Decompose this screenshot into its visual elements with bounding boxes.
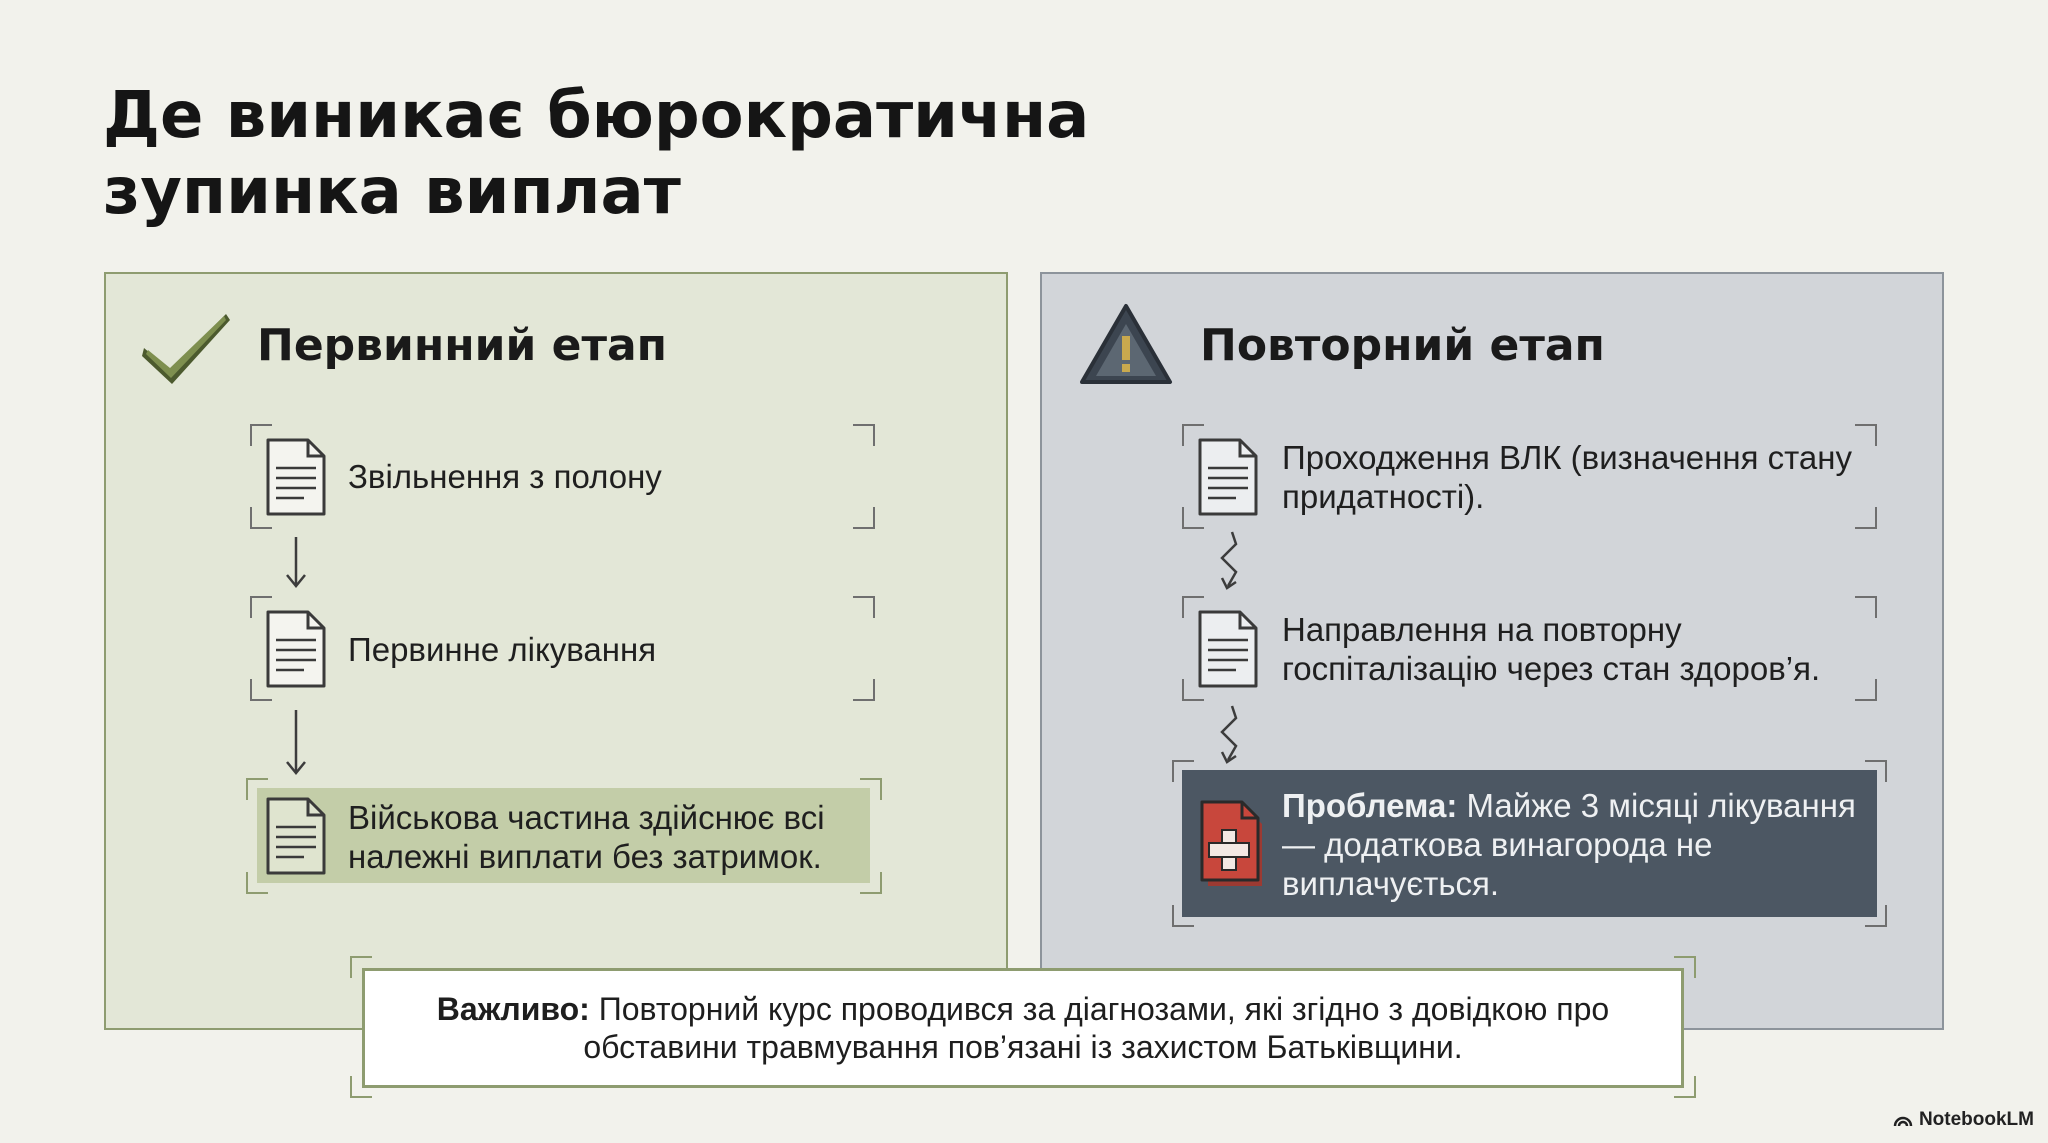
step-primary-treatment: Первинне лікування: [348, 631, 657, 668]
brand-name: NotebookLM: [1918, 1109, 2034, 1130]
medical-document-icon: [1198, 800, 1268, 890]
page-title: Де виникає бюрократична зупинка виплат: [103, 79, 1090, 229]
checkmark-icon: [140, 306, 232, 386]
note-text: Повторний курс проводився за діагнозами, які згідно з довідкою про обставини травмування пов’язані із захистом Батьківщини.: [583, 991, 1610, 1065]
arrow-down-icon: [284, 708, 308, 776]
problem-text: [1282, 786, 1872, 903]
notebooklm-brand: [1893, 1109, 2034, 1131]
step-unit-payments: Військова частина здійснює всі належні виплати без затримок.: [348, 799, 825, 875]
step-release-from-captivity: Звільнення з полону: [348, 458, 662, 495]
zigzag-arrow-icon: [1214, 704, 1246, 766]
document-icon: [264, 608, 328, 690]
document-icon: [1196, 436, 1260, 518]
document-icon: [264, 795, 328, 877]
document-icon: [264, 436, 328, 518]
step-medical-commission: Проходження ВЛК (визначення стану придатності).: [1282, 439, 1852, 515]
arrow-down-icon: [284, 535, 308, 589]
zigzag-arrow-icon: [1214, 530, 1246, 592]
warning-icon: [1078, 302, 1174, 388]
repeat-stage-title: Повторний етап: [1200, 320, 1605, 371]
note-label: Важливо:: [436, 991, 590, 1027]
notebooklm-logo-icon: [1893, 1113, 1913, 1127]
document-icon: [1196, 608, 1260, 690]
primary-stage-title: Первинний етап: [257, 320, 668, 371]
step-rehospitalization: Направлення на повторну госпіталізацію через стан здоров’я.: [1282, 611, 1821, 687]
problem-label: Проблема:: [1282, 787, 1458, 824]
important-note: [362, 968, 1684, 1088]
problem-description: Майже 3 місяці лікування — додаткова винагорода не виплачується.: [1282, 787, 1856, 902]
